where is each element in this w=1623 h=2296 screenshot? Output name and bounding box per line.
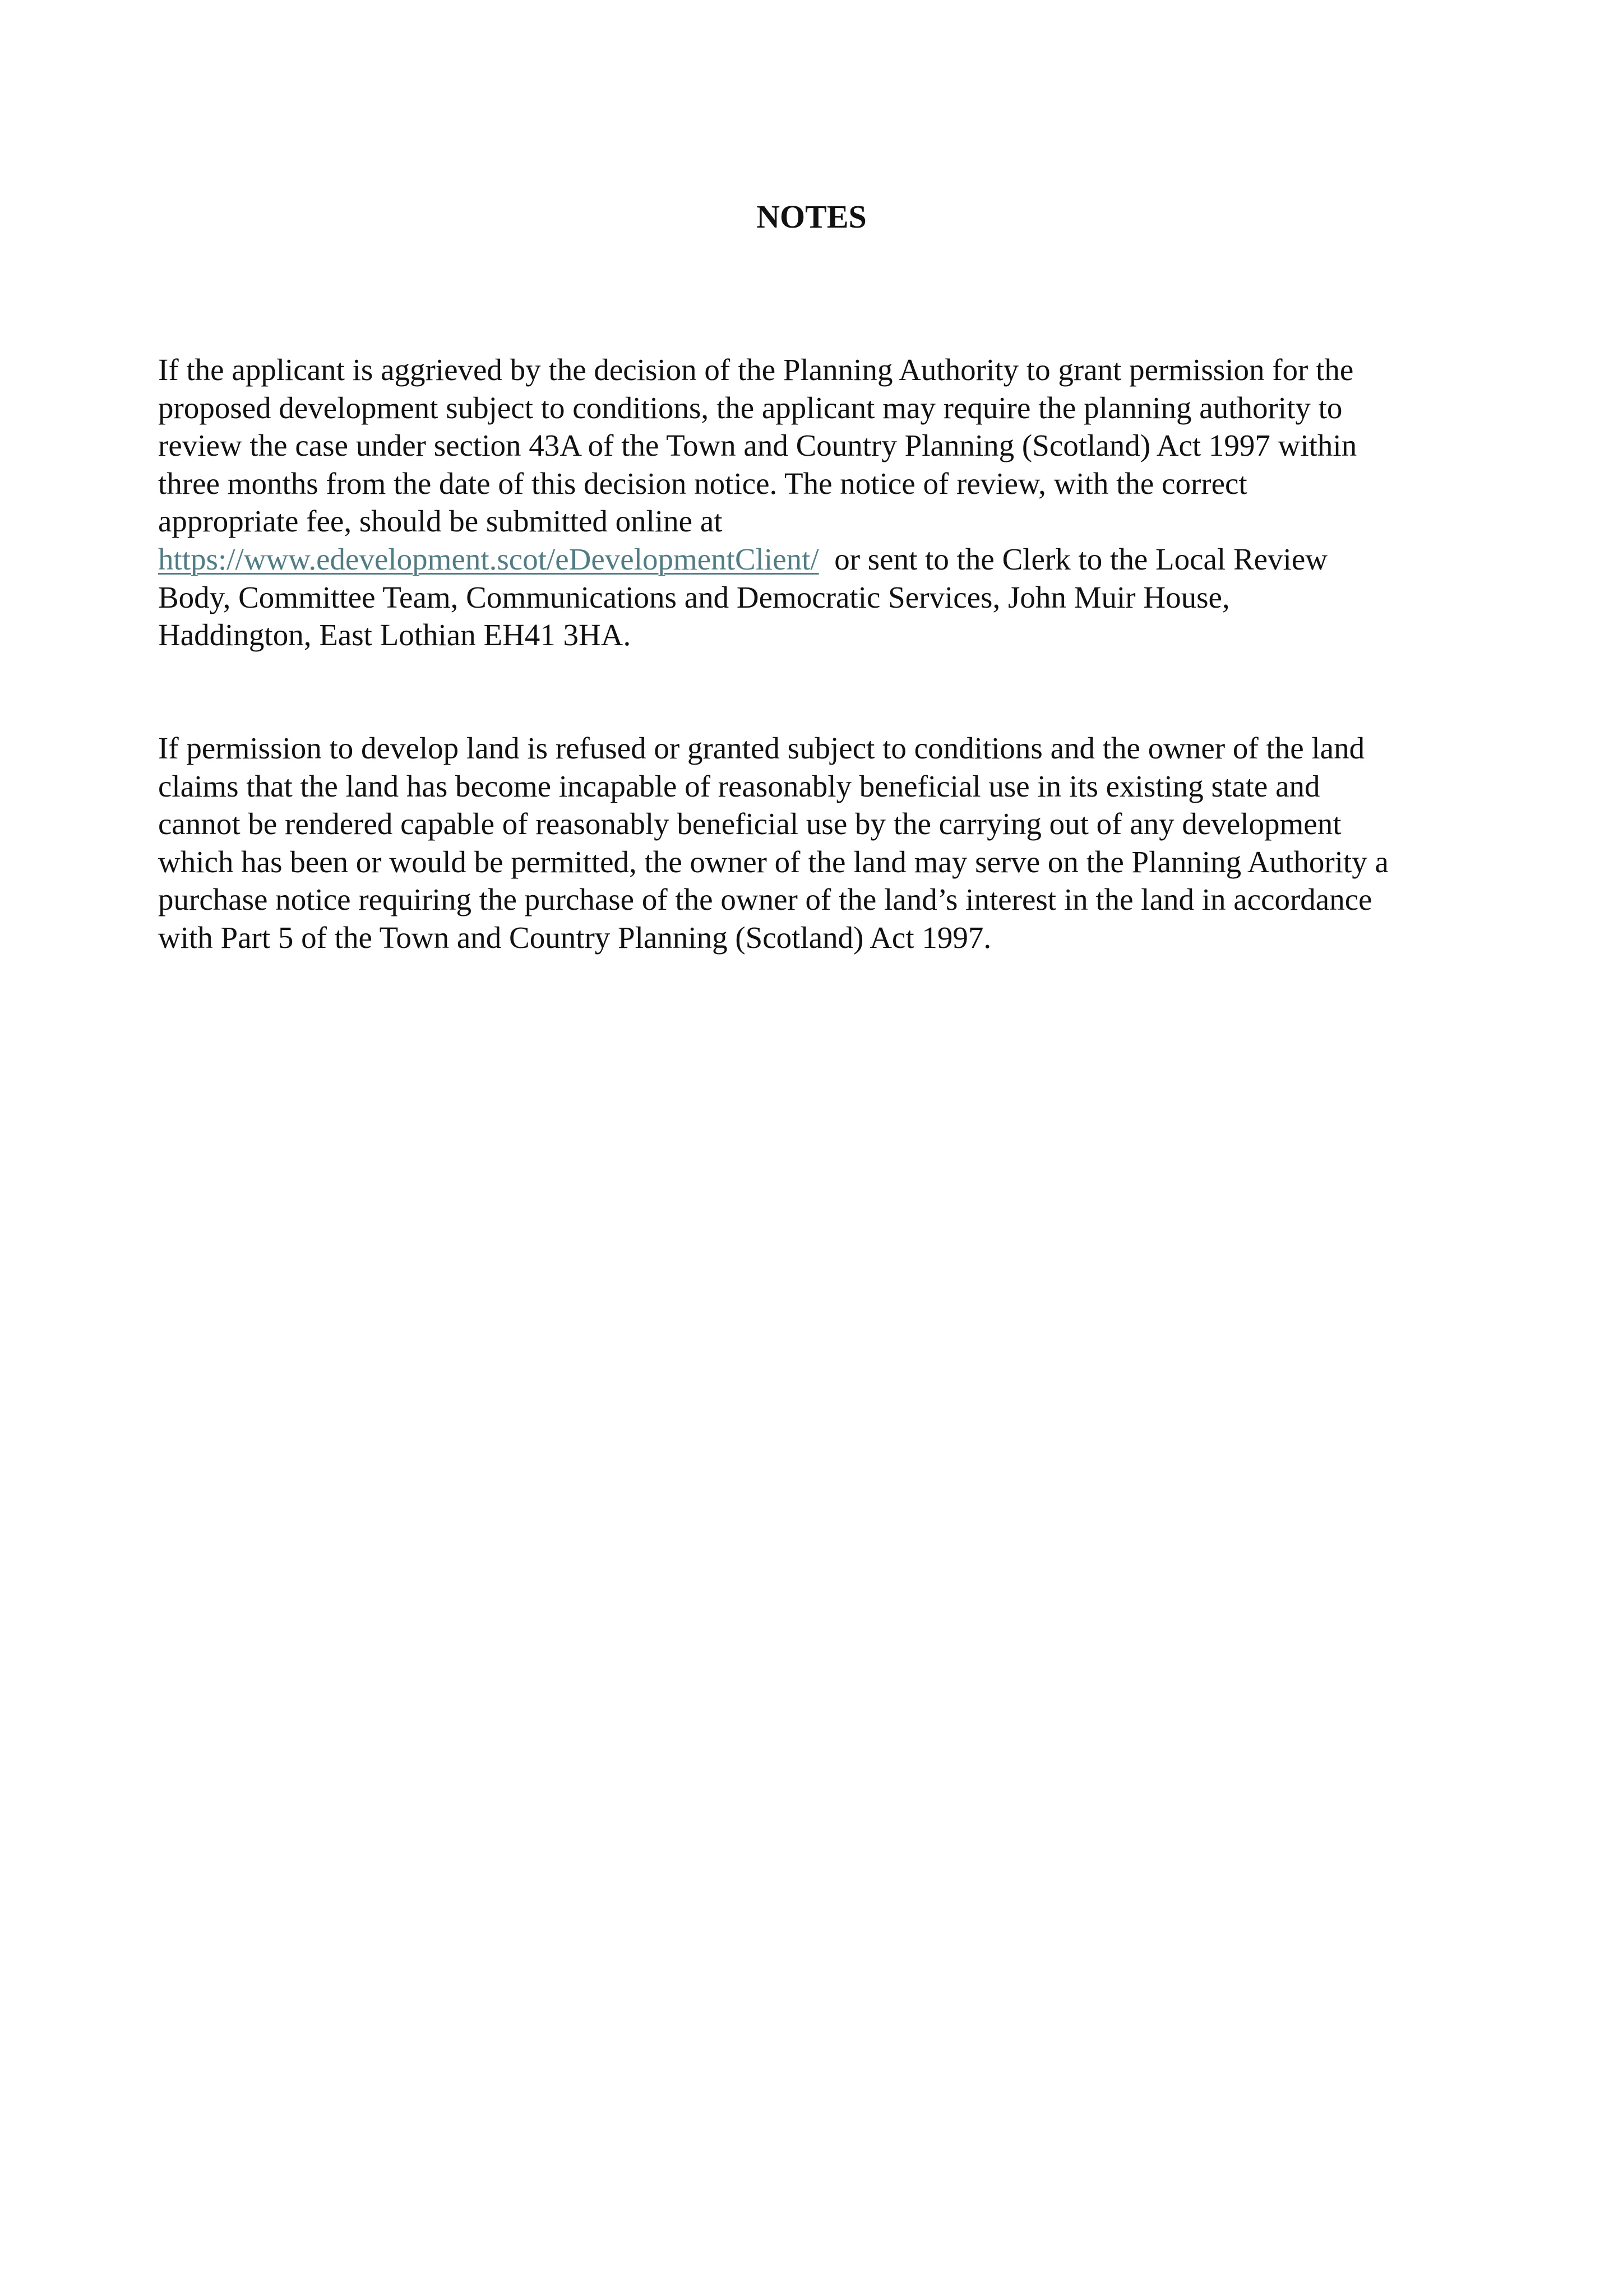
paragraph-line: three months from the date of this decision notice. The notice of review, with the correct — [158, 466, 1247, 501]
paragraph-line: claims that the land has become incapable of reasonably beneficial use in its existing state and — [158, 769, 1320, 803]
paragraph-line: Body, Committee Team, Communications and Democratic Services, John Muir House, — [158, 580, 1230, 614]
paragraph-text: or sent to the Clerk to the Local Review — [819, 541, 1328, 576]
paragraph-line: appropriate fee, should be submitted online at — [158, 504, 723, 539]
page-title: NOTES — [756, 198, 867, 235]
paragraph-line-with-link — [158, 540, 1504, 578]
paragraph-line: If the applicant is aggrieved by the decision of the Planning Authority to grant permission for the — [158, 353, 1354, 387]
paragraph-line: proposed development subject to conditions, the applicant may require the planning authority to — [158, 390, 1343, 425]
paragraph-line: If permission to develop land is refused or granted subject to conditions and the owner of the land — [158, 731, 1365, 765]
paragraph-line: review the case under section 43A of the Town and Country Planning (Scotland) Act 1997 within — [158, 428, 1357, 463]
paragraph-line: Haddington, East Lothian EH41 3HA. — [158, 618, 631, 652]
review-notice-paragraph — [158, 351, 1504, 654]
paragraph-line: with Part 5 of the Town and Country Planning (Scotland) Act 1997. — [158, 920, 992, 955]
paragraph-line: which has been or would be permitted, the owner of the land may serve on the Planning Authority a — [158, 844, 1389, 879]
paragraph-line: cannot be rendered capable of reasonably beneficial use by the carrying out of any development — [158, 807, 1342, 841]
edevelopment-link[interactable]: https://www.edevelopment.scot/eDevelopmentClient/ — [158, 541, 819, 576]
purchase-notice-paragraph — [158, 729, 1504, 957]
paragraph-line: purchase notice requiring the purchase of the owner of the land’s interest in the land in accordance — [158, 882, 1372, 917]
